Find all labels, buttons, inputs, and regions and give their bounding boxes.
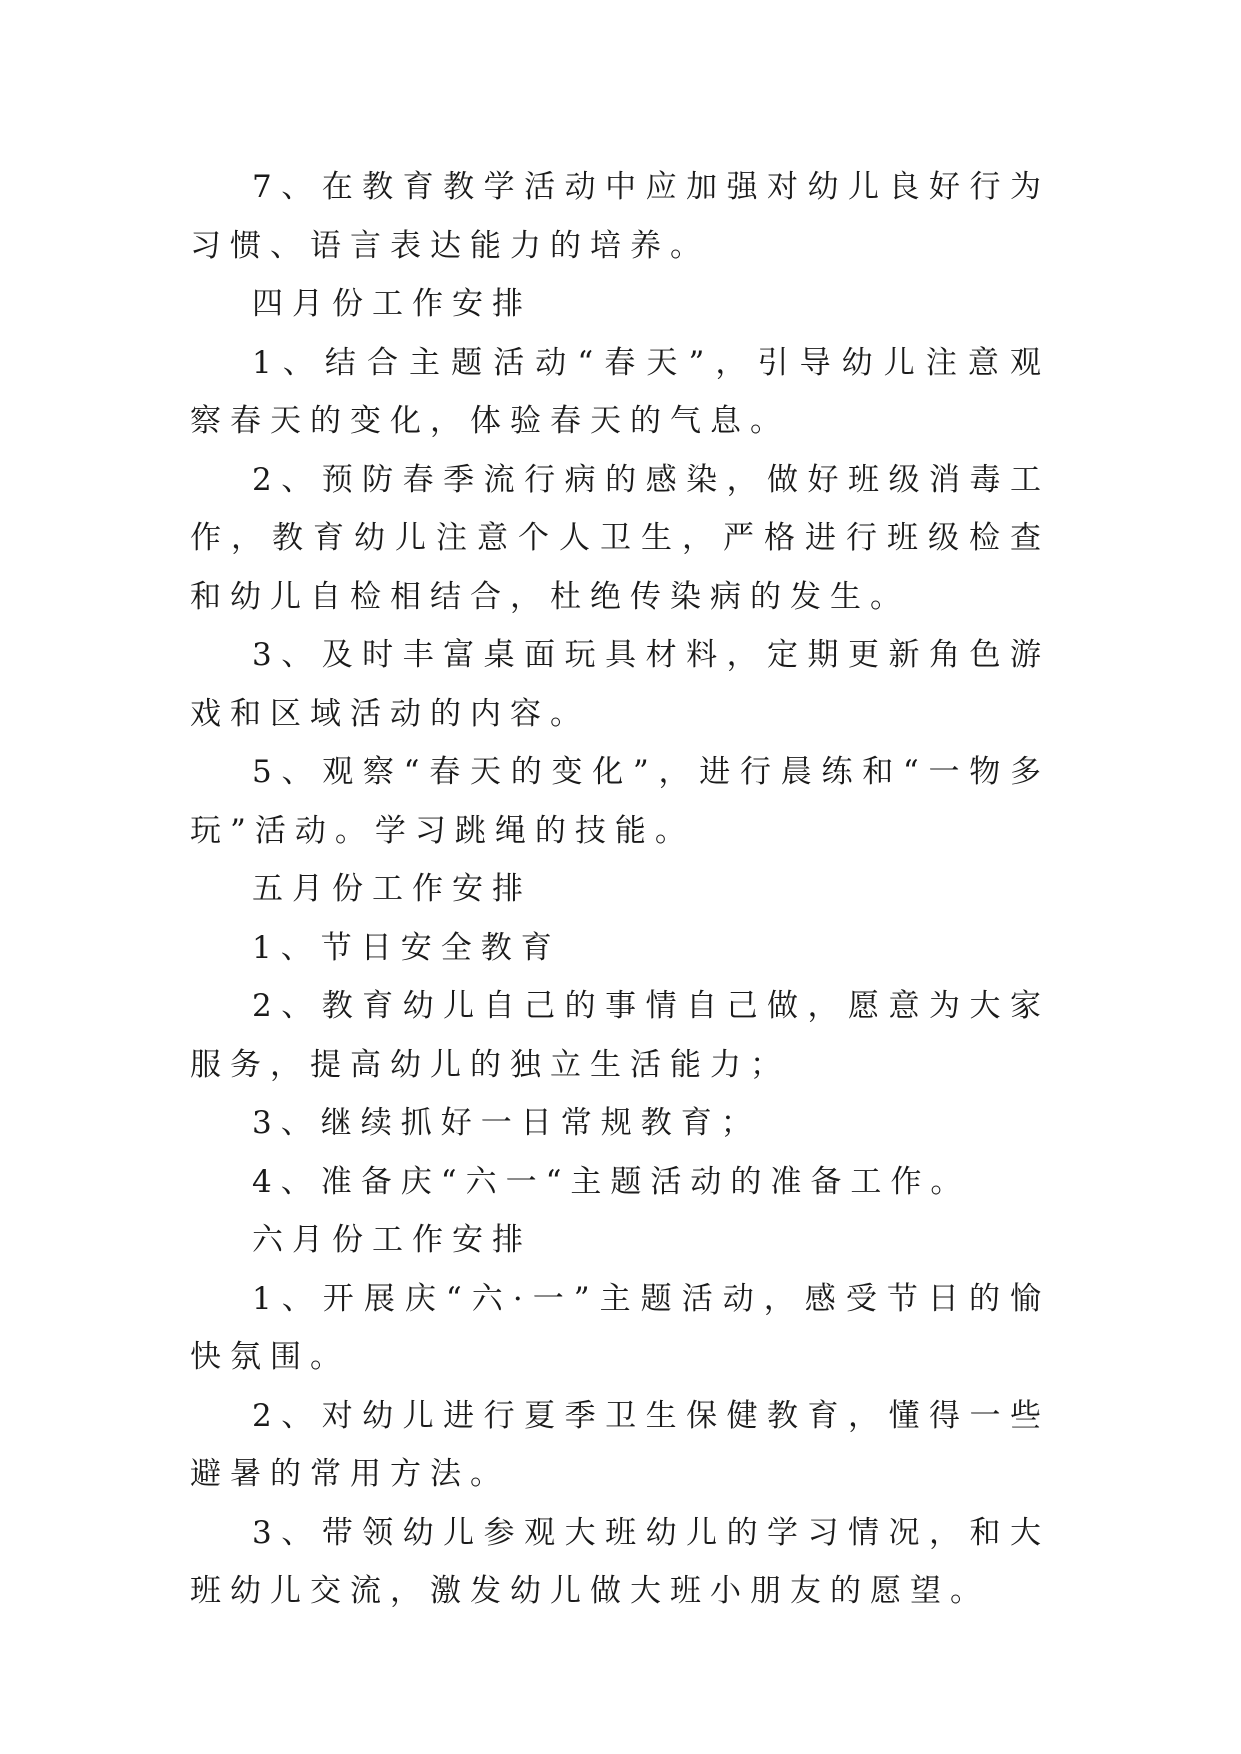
paragraph-april-2: 2、预防春季流行病的感染，做好班级消毒工作，教育幼儿注意个人卫生，严格进行班级检查和幼儿自检相结合，杜绝传染病的发生。 bbox=[190, 461, 1050, 615]
paragraph-june-1: 1、开展庆“六·一”主题活动，感受节日的愉快氛围。 bbox=[190, 1280, 1050, 1375]
section-heading-june: 六月份工作安排 bbox=[252, 1222, 532, 1258]
paragraph-april-1: 1、结合主题活动“春天”，引导幼儿注意观察春天的变化，体验春天的气息。 bbox=[190, 344, 1050, 439]
document-body bbox=[190, 158, 1050, 1621]
section-heading-may: 五月份工作安排 bbox=[252, 871, 532, 907]
paragraph-item-7: 7、在教育教学活动中应加强对幼儿良好行为习惯、语言表达能力的培养。 bbox=[190, 169, 1050, 264]
paragraph-june-3: 3、带领幼儿参观大班幼儿的学习情况，和大班幼儿交流，激发幼儿做大班小朋友的愿望。 bbox=[190, 1514, 1050, 1609]
paragraph-may-4: 4、准备庆“六一“主题活动的准备工作。 bbox=[252, 1163, 971, 1200]
paragraph-may-1: 1、节日安全教育 bbox=[252, 929, 561, 966]
paragraph-may-3: 3、继续抓好一日常规教育； bbox=[252, 1105, 761, 1141]
section-heading-april: 四月份工作安排 bbox=[252, 286, 532, 322]
paragraph-april-5: 5、观察“春天的变化”，进行晨练和“一物多玩”活动。学习跳绳的技能。 bbox=[190, 754, 1050, 849]
paragraph-april-3: 3、及时丰富桌面玩具材料，定期更新角色游戏和区域活动的内容。 bbox=[190, 637, 1050, 732]
paragraph-june-2: 2、对幼儿进行夏季卫生保健教育，懂得一些避暑的常用方法。 bbox=[190, 1397, 1050, 1492]
paragraph-may-2: 2、教育幼儿自己的事情自己做，愿意为大家服务，提高幼儿的独立生活能力； bbox=[190, 988, 1050, 1083]
